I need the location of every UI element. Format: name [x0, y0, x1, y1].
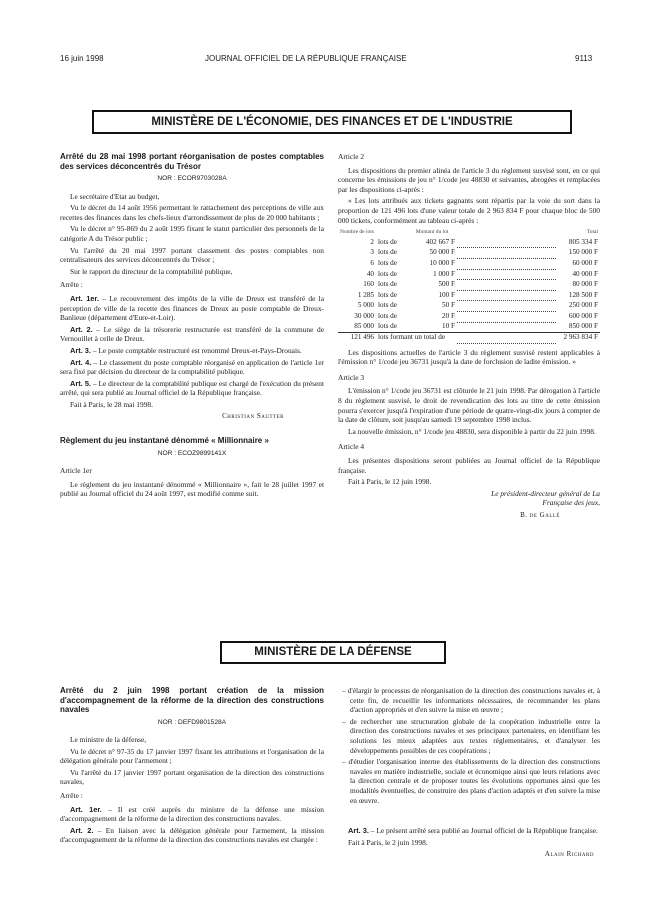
article2-intro: Les dispositions du premier alinéa de l'article 3 du règlement susvisé sont, en ce qui concerne les émissions de jeu n° 1/code jeu 48830 et suivantes, abrogées et remplacées par les dispositions ci-après :	[338, 165, 600, 194]
header-date: 16 juin 1998	[60, 54, 104, 63]
article-text: – Le poste comptable restructuré est renommé Dreux-et-Pays-Drouais.	[90, 345, 302, 355]
lot-amount: 10 F	[442, 322, 456, 331]
leader-dots	[457, 258, 556, 269]
leader-dots	[457, 322, 556, 333]
article-label: Art. 2.	[70, 324, 93, 334]
lots-de-label: lots de	[378, 280, 397, 289]
arrete-28-mai-title: Arrêté du 28 mai 1998 portant réorganisation de postes comptables des services déconcentrés du Trésor	[60, 152, 324, 171]
leader-dots	[457, 311, 556, 322]
signature-sautter: Christian Sautter	[222, 412, 284, 421]
article-2	[60, 826, 324, 845]
lot-count: 6	[370, 258, 374, 267]
header-page-number: 9113	[575, 54, 593, 63]
right-column-section2-end	[338, 826, 600, 860]
table-row	[338, 290, 600, 301]
article-text: – Le présent arrêté sera publié au Journal officiel de la République française.	[368, 826, 598, 835]
article2-heading: Article 2	[338, 152, 365, 161]
lot-total: 600 000 F	[568, 311, 598, 320]
reglement-nor: NOR : ECOZ9899141X	[157, 449, 227, 457]
article4-heading: Article 4	[338, 442, 365, 452]
paragraph: Vu le décret du 14 août 1956 permettant le rattachement des perceptions de ville aux recettes des finances dans les chefs-lieux d'arrondissement de plus de 20 000 habitants ;	[60, 203, 324, 222]
paragraph: Vu le décret n° 97-35 du 17 janvier 1997 fixant les attributions et l'organisation de la délégation générale pour l'armement ;	[60, 746, 324, 766]
reglement-article1-heading: Article 1er	[60, 466, 92, 476]
lot-amount: 50 F	[442, 301, 456, 310]
lot-count: 2	[370, 238, 374, 246]
lot-total: 40 000 F	[572, 269, 598, 278]
list-item: – d'élargir le processus de réorganisation de la direction des constructions navales et, à cette fin, de recueillir les informations nécessaires, de recommander les plans d'action appropriés et d'en suivre la mise en œuvre ;	[342, 686, 600, 715]
article-label: Art. 1er.	[70, 293, 99, 303]
closing-date: Fait à Paris, le 28 mai 1998.	[70, 399, 153, 409]
table-row	[338, 280, 600, 291]
leader-dots	[457, 269, 556, 280]
article-5	[60, 379, 324, 398]
lots-de-label: lots de	[378, 322, 397, 331]
article-text: – Le recouvrement des impôts de la ville de Dreux est transféré de la perception de ville de la recette des finances de Dreux au poste comptable de Dreux-Banlieue (département d'Eure-et-Loir).	[60, 293, 325, 323]
lot-amount: 10 000 F	[429, 258, 456, 267]
article-3	[60, 346, 324, 356]
article-label: Art. 2.	[70, 825, 94, 835]
lot-amount: 1 000 F	[433, 269, 456, 278]
list-item: – de rechercher une structuration globale de la coopération industrielle entre la direction des constructions navales et ses principaux partenaires, en identifiant les solutions les mieux adaptées aux textes réglementaires, et d'analyser les développements possibles de ces coopérations ;	[342, 716, 600, 755]
article-1	[60, 294, 324, 323]
leader-dots	[457, 333, 556, 344]
leader-dots	[457, 280, 556, 291]
paragraph: Le secrétaire d'Etat au budget,	[70, 191, 160, 201]
lot-total: 80 000 F	[572, 280, 598, 289]
signature-galle: B. de Gallé	[520, 511, 560, 519]
article-text: – Le directeur de la comptabilité publique est chargé de l'exécution du présent arrêté, qui sera publié au Journal officiel de la République française.	[60, 378, 324, 398]
arrete-2-juin-title: Arrêté du 2 juin 1998 portant création de la mission d'accompagnement de la réforme de la direction des constructions navales	[60, 686, 324, 714]
arrete-2-juin-nor: NOR : DEFD9801528A	[157, 718, 227, 726]
table-total-row	[338, 333, 600, 344]
leader-dots	[457, 301, 556, 312]
lot-amount: 20 F	[442, 311, 456, 320]
lot-total: 150 000 F	[568, 248, 598, 257]
leader-dots	[457, 248, 556, 259]
lots-de-label: lots de	[378, 311, 397, 320]
lots-de-label: lots de	[378, 269, 397, 278]
total-lot-count: 121 496	[350, 333, 374, 342]
article-label: Art. 3.	[348, 826, 369, 835]
article-4	[60, 358, 324, 377]
lot-amount: 500 F	[438, 280, 456, 289]
lot-amount: 50 000 F	[429, 248, 456, 257]
table-row	[338, 269, 600, 280]
right-column-section1	[338, 152, 600, 521]
ministry-economie-heading	[92, 110, 572, 134]
lots-de-label: lots de	[378, 258, 397, 267]
table-row	[338, 301, 600, 312]
header-journal-title: JOURNAL OFFICIEL DE LA RÉPUBLIQUE FRANÇAISE	[205, 54, 407, 63]
article-3	[338, 826, 600, 836]
arrete-label: Arrête :	[60, 280, 83, 290]
lot-total: 850 000 F	[568, 322, 598, 331]
closing-date: Fait à Paris, le 12 juin 1998.	[348, 477, 432, 487]
signature-richard: Alain Richard	[544, 850, 594, 859]
lots-de-label: lots de	[378, 238, 397, 246]
lot-amount: 402 667 F	[425, 238, 456, 246]
paragraph: Vu le décret n° 95-869 du 2 août 1995 fixant le statut particulier des personnels de la catégorie A du Trésor public ;	[60, 224, 324, 243]
table-row	[338, 238, 600, 248]
lot-count: 1 285	[357, 290, 374, 299]
article-text: – Il est créé auprès du ministre de la défense une mission d'accompagnement de la réforme de la direction des constructions navales.	[60, 804, 324, 824]
lot-total: 128 500 F	[568, 290, 598, 299]
arrete-label: Arrête :	[60, 791, 83, 801]
paragraph: Le ministre de la défense,	[70, 735, 147, 745]
grand-total: 2 963 834 F	[563, 333, 598, 342]
article4-text: Les présentes dispositions seront publiées au Journal officiel de la République française.	[338, 456, 600, 475]
lots-de-label: lots de	[378, 301, 397, 310]
lot-count: 40	[366, 269, 374, 278]
paragraph: Vu l'arrêté du 20 mai 1997 portant classement des postes comptables non centralisateurs des services déconcentrés du Trésor ;	[60, 245, 324, 265]
article-label: Art. 4.	[70, 357, 92, 367]
reglement-article1-text: Le règlement du jeu instantané dénommé « Millionnaire », fait le 28 juillet 1997 et publié au Journal officiel du 24 août 1997, est modifié comme suit.	[60, 479, 324, 499]
article3-p2: La nouvelle émission, n° 1/code jeu 48830, sera disponible à partir du 22 juin 1998.	[348, 426, 596, 436]
article2-quote: « Les lots attribués aux tickets gagnants sont répartis par la voie du sort dans la proportion de 121 496 lots d'une valeur totale de 2 963 834 F pour chaque bloc de 500 000 tickets, conformément au tableau ci-après :	[338, 196, 600, 225]
lot-count: 30 000	[354, 311, 374, 320]
lot-count: 5 000	[357, 301, 374, 310]
lots-table	[338, 228, 600, 344]
article3-p1: L'émission n° 1/code jeu 36731 est clôturée le 21 juin 1998. Par dérogation à l'article 8 du règlement susvisé, le droit de revendication des lots au titre de cette émission pourra s'exercer jusqu'à l'expiration d'une période de quatre-vingt-dix jours à compter de la date de clôture, soit jusqu'au samedi 19 septembre 1998 inclus.	[338, 386, 600, 425]
ministry-defense-title: MINISTÈRE DE LA DÉFENSE	[254, 646, 412, 658]
lot-total: 805 334 F	[568, 238, 598, 246]
article3-heading: Article 3	[338, 372, 365, 382]
lots-de-label: lots de	[378, 248, 397, 257]
ministry-economie-title: MINISTÈRE DE L'ÉCONOMIE, DES FINANCES ET DE L'INDUSTRIE	[151, 116, 513, 128]
article-1	[60, 805, 324, 824]
article-label: Art. 3.	[70, 345, 91, 355]
left-column-section1	[60, 152, 324, 501]
paragraph: Vu l'arrêté du 17 janvier 1997 portant organisation de la direction des constructions navales,	[60, 767, 324, 787]
table-header-row	[338, 228, 600, 238]
article-text: – En liaison avec la délégation générale pour l'armement, la mission d'accompagnement de la réforme de la direction des constructions navales est chargée :	[60, 825, 324, 845]
table-row	[338, 322, 600, 333]
table-row	[338, 248, 600, 259]
lot-count: 160	[363, 280, 374, 289]
right-column-section2	[338, 686, 600, 807]
article-text: – Le siège de la trésorerie restructurée est transféré de la commune de Vernouillet à celle de Dreux.	[60, 324, 324, 344]
article-text: – Le classement du poste comptable réorganisé en application de l'article 1er sera fixé par décision du directeur de la comptabilité publique.	[60, 357, 324, 377]
lot-count: 3	[370, 248, 374, 257]
total-label: lots formant un total de	[378, 333, 446, 342]
table-header-nombre: Nombre de lots	[340, 229, 374, 236]
lots-de-label: lots de	[378, 290, 397, 299]
lot-count: 85 000	[354, 322, 374, 331]
leader-dots	[457, 238, 556, 248]
article-label: Art. 1er.	[70, 804, 102, 814]
lot-total: 60 000 F	[572, 258, 598, 267]
list-item: – d'étudier l'organisation interne des établissements de la direction des constructions navales en matière industrielle, sociale et économique ainsi que leurs relations avec la direction centrale et de proposer toutes les évolutions opportunes ainsi que les modalités éventuelles, de construire des plans d'action adaptés et d'en suivre la mise en œuvre.	[342, 757, 600, 805]
table-row	[338, 258, 600, 269]
leader-dots	[457, 290, 556, 301]
article-2	[60, 325, 324, 344]
closing-date: Fait à Paris, le 2 juin 1998.	[348, 837, 428, 847]
lot-amount: 100 F	[438, 290, 456, 299]
arrete-28-mai-nor: NOR : ECOR9703028A	[157, 175, 227, 182]
ministry-defense-heading	[220, 641, 446, 664]
table-header-total: Total	[586, 229, 598, 236]
lot-total: 250 000 F	[568, 301, 598, 310]
left-column-section2	[60, 686, 324, 847]
table-header-montant: Montant du lot	[415, 229, 449, 236]
table-row	[338, 311, 600, 322]
paragraph: Sur le rapport du directeur de la comptabilité publique,	[70, 266, 233, 276]
article-label: Art. 5.	[70, 378, 91, 388]
article2-after: Les dispositions actuelles de l'article 3 du règlement susvisé restent applicables à l'émission n° 1/code jeu 36731 jusqu'à la date de forclusion de ladite émission. »	[338, 347, 600, 367]
signature-role: Le président-directeur général de La Française des jeux,	[491, 488, 600, 508]
reglement-title: Règlement du jeu instantané dénommé « Millionnaire »	[60, 436, 269, 446]
